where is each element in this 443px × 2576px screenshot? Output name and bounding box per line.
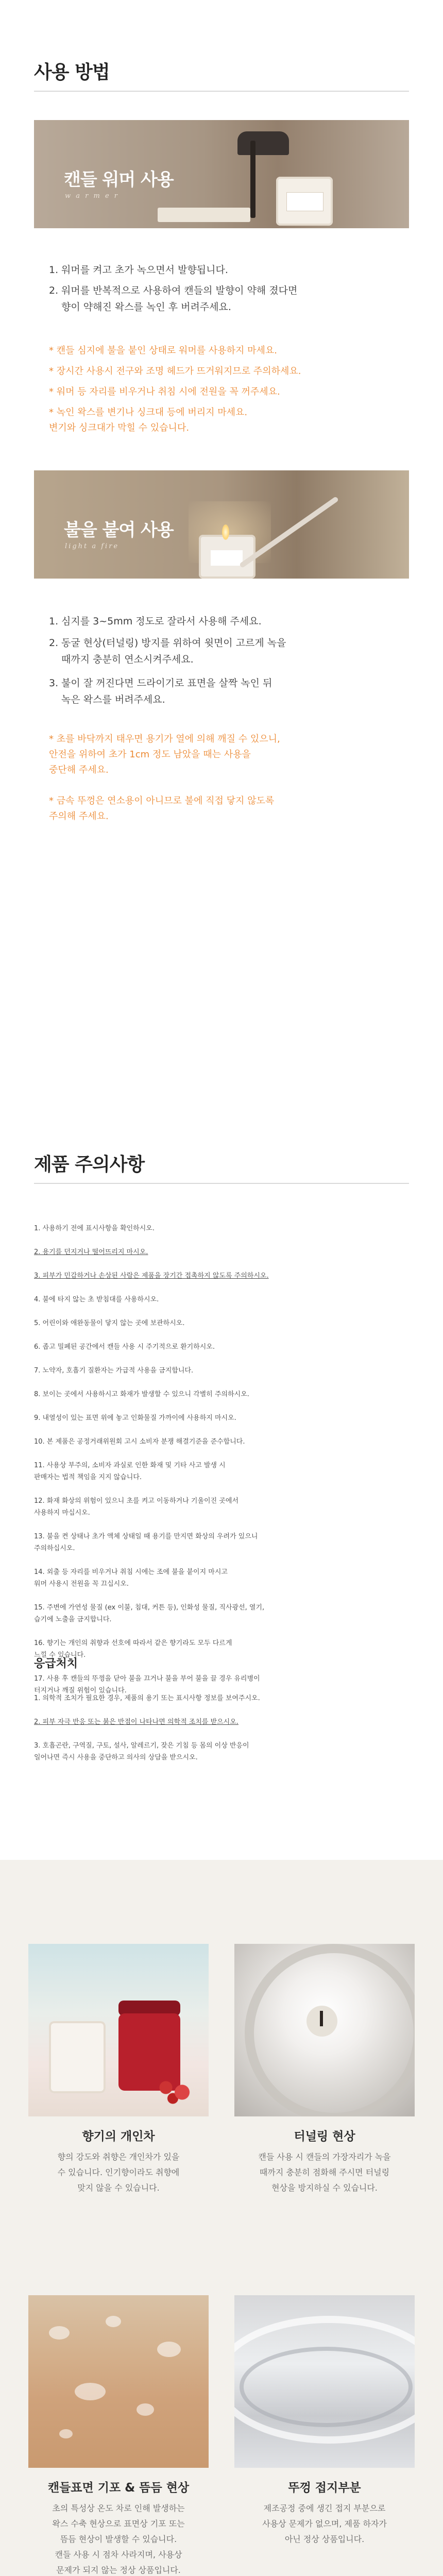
flame-shape [222, 524, 229, 540]
step-text: 워머를 반복적으로 사용하여 캔들의 발향이 약해 졌다면 향이 약해진 왁스를 녹인 후 버려주세요. [61, 285, 298, 313]
step-text: 워머를 켜고 초가 녹으면서 발향됩니다. [61, 264, 228, 276]
caution-item: 8. 보이는 곳에서 사용하시고 화재가 발생할 수 있으니 각별히 주의하시오. [34, 1391, 249, 1398]
fire-step [49, 613, 389, 630]
fire-step [49, 675, 389, 708]
lid-contact-image [234, 2295, 415, 2468]
fire-banner [34, 470, 409, 579]
emergency-item: 1. 의학적 조치가 필요한 경우, 제품의 용기 또는 표시사항 정보를 보여주시오. [34, 1694, 260, 1702]
usage-divider [34, 91, 409, 92]
card-title: 뚜껑 접지부분 [288, 2481, 361, 2495]
caution-item: 6. 좁고 밀폐된 공간에서 캔들 사용 시 주기적으로 환기하시오. [34, 1343, 215, 1351]
caution-item: 17. 사용 후 캔들의 뚜껑을 닫아 불을 끄거나 불을 부어 불을 끌 경우 유리병이 터지거나 깨질 위험이 있습니다. [34, 1675, 260, 1694]
candle-label [211, 550, 243, 566]
tunneling-image [234, 1944, 415, 2116]
caution-item: 15. 주변에 가연성 물질 (ex 이불, 침대, 커튼 등), 인화성 물질, 직사광선, 열기, 습기에 노출을 금지합니다. [34, 1604, 265, 1623]
surface-bubbles-image [28, 2295, 209, 2468]
card-desc: 향의 강도와 취향은 개인차가 있을 수 있습니다. 인기향이라도 취향에 맞지 않을 수 있습니다. [57, 2152, 180, 2193]
caution-item: 3. 피부가 민감하거나 손상된 사람은 제품을 장기간 접촉하지 않도록 주의하시오. [34, 1272, 269, 1280]
lamp-pole [250, 141, 255, 218]
step-num: 2. [49, 285, 59, 296]
caution-item: 14. 외출 등 자리를 비우거나 취침 시에는 조에 불을 붙이지 마시고 워머 사용시 전원을 꼭 끄십시오. [34, 1568, 228, 1588]
candle-label [286, 192, 323, 211]
book-shape [158, 208, 250, 222]
caution-item: 4. 불에 타지 않는 초 받침대를 사용하시오. [34, 1296, 159, 1303]
caution-divider [34, 1183, 409, 1184]
warmer-step [49, 282, 389, 315]
caution-item: 13. 불을 켠 상태나 초가 액체 상태일 때 용기를 만지면 화상의 우려가 있으니 주의하십시오. [34, 1533, 258, 1552]
step-text: 불이 잘 꺼진다면 드라이기로 표면을 살짝 녹인 뒤 녹은 왁스를 버려주세요. [61, 677, 272, 705]
berries-shape [152, 2075, 198, 2106]
caution-item: 9. 내열성이 있는 표면 위에 놓고 인화물질 가까이에 사용하지 마시오. [34, 1414, 236, 1422]
caution-item: 5. 어린이와 애완동물이 닿지 않는 곳에 보관하시오. [34, 1319, 185, 1327]
bubble-shape [137, 2403, 154, 2416]
card-title: 향기의 개인차 [82, 2130, 155, 2143]
emergency-title: 응급처치 [34, 1657, 78, 1670]
card-desc: 초의 특성상 온도 차로 인해 발생하는 왁스 수축 현상으로 표면상 기포 또는 뜸듬 현상이 발생할 수 있습니다. 캔들 사용 시 점차 사라지며, 사용상 문제가 되지 않는 정상 상품입니다. [52, 2503, 185, 2575]
bubble-shape [157, 2342, 181, 2357]
candle-jar [49, 2021, 106, 2093]
caution-item: 2. 용기를 던지거나 떨어뜨리지 마시오. [34, 1248, 148, 1256]
warmer-note: * 캔들 심지에 불을 붙인 상태로 워머를 사용하지 마세요. [49, 345, 278, 356]
bubble-shape [75, 2383, 106, 2400]
fire-note: * 금속 뚜껑은 연소용이 아니므로 불에 직접 닿지 않도록 주의해 주세요. [49, 795, 275, 822]
step-text: 동굴 현상(터널링) 방지를 위하여 윗면이 고르게 녹을 때까지 충분히 연소시켜주세요. [61, 637, 286, 665]
emergency-list [34, 1681, 409, 1775]
emergency-item: 2. 피부 자극 반응 또는 붉은 반점이 나타나면 의학적 조치를 받으시오. [34, 1718, 238, 1726]
warmer-note: * 워머 등 자리를 비우거나 취침 시에 전원을 꼭 꺼주세요. [49, 386, 280, 397]
caution-item: 12. 화재 화상의 위험이 있으니 초를 켜고 이동하거나 기울이진 곳에서 사용하지 마십시오. [34, 1497, 238, 1517]
caution-item: 16. 향기는 개인의 취향과 선호에 따라서 같은 향기라도 모두 다르게 느낄 수 있습니다. [34, 1639, 232, 1659]
bubble-shape [106, 2316, 121, 2327]
warmer-banner-title: 캔들 워머 사용 [64, 170, 174, 190]
warmer-step [49, 262, 389, 278]
bubble-shape [59, 2429, 73, 2438]
bubble-shape [49, 2326, 70, 2340]
step-num: 1. [49, 616, 59, 627]
step-num: 1. [49, 264, 59, 276]
wick-shape [320, 2011, 323, 2026]
card-desc: 캔들 사용 시 캔들의 가장자리가 녹을 때까지 충분히 점화해 주시면 터널링 현상을 방지하실 수 있습니다. [258, 2152, 391, 2193]
fire-step [49, 635, 389, 668]
caution-title: 제품 주의사항 [34, 1154, 145, 1175]
caution-item: 11. 사용상 부주의, 소비자 과실로 인한 화재 및 기타 사고 발생 시 판매자는 법적 책임을 지지 않습니다. [34, 1462, 226, 1481]
lamp-shade [237, 131, 289, 155]
caution-item: 1. 사용하기 전에 표시사항을 확인하시오. [34, 1225, 155, 1232]
caution-item: 10. 본 제품은 공정거래위원회 고시 소비자 분쟁 해결기준을 준수합니다. [34, 1438, 245, 1446]
caution-item: 7. 노약자, 호흡기 질환자는 가급적 사용을 금지합니다. [34, 1367, 194, 1375]
scent-products-image [28, 1944, 209, 2116]
glass-edge [240, 2347, 413, 2427]
fire-banner-title: 불을 붙여 사용 [64, 520, 174, 540]
warmer-banner-sub: w a r m e r [65, 192, 119, 200]
fire-banner-sub: light a fire [65, 543, 120, 550]
step-text: 심지를 3~5mm 정도로 잘라서 사용해 주세요. [61, 616, 262, 627]
caution-list [34, 1211, 409, 1708]
step-num: 2. [49, 637, 59, 649]
card-title: 캔들표면 기포 & 뜸듬 현상 [47, 2481, 190, 2495]
emergency-item: 3. 호흡곤란, 구역질, 구토, 설사, 알레르기, 잦은 기침 등 몸의 이상 반응이 일어나면 즉시 사용을 중단하고 의사의 상담을 받으시오. [34, 1742, 249, 1761]
warmer-note: * 녹인 왁스를 변기나 싱크대 등에 버리지 마세요. 변기와 싱크대가 막힐 수 있습니다. [49, 407, 248, 433]
warmer-banner [34, 120, 409, 228]
fire-note: * 초를 바닥까지 태우면 용기가 열에 의해 깨질 수 있으니, 안전을 위하여 초가 1cm 정도 남았을 때는 사용을 중단해 주세요. [49, 734, 280, 775]
warmer-note: * 장시간 사용시 전구와 조명 헤드가 뜨거워지므로 주의하세요. [49, 366, 301, 377]
usage-title: 사용 방법 [34, 62, 110, 83]
card-title: 터널링 현상 [294, 2130, 355, 2143]
step-num: 3. [49, 677, 59, 689]
card-desc: 제조공정 중에 생긴 접지 부분으로 사용상 문제가 없으며, 제품 하자가 아닌 정상 상품입니다. [262, 2503, 387, 2544]
